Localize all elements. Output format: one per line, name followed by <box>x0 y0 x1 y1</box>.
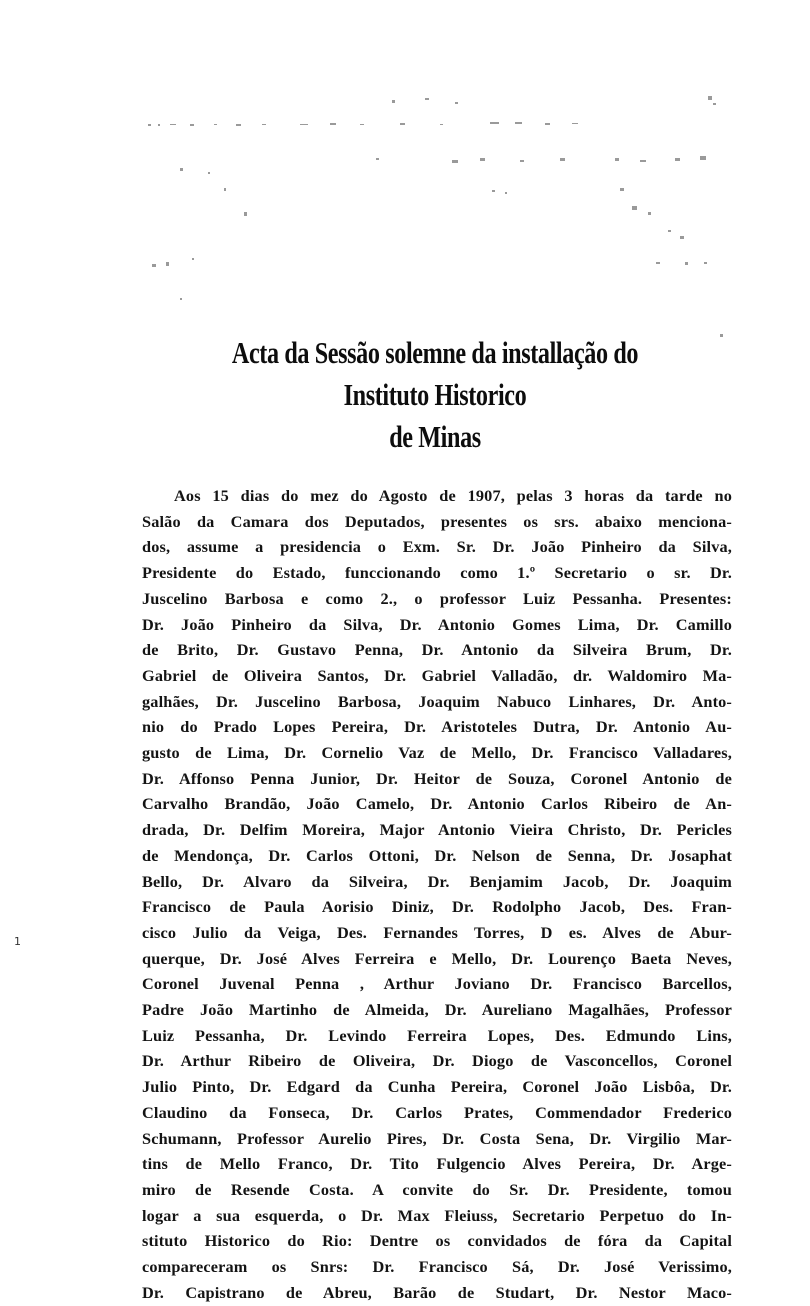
body-line: dos, assume a presidencia o Exm. Sr. Dr. João Pinheiro da Silva, <box>142 537 732 557</box>
body-line: gusto de Lima, Dr. Cornelio Vaz de Mello, Dr. Francisco Valladares, <box>142 743 732 763</box>
body-line: Julio Pinto, Dr. Edgard da Cunha Pereira, Coronel João Lisbôa, Dr. <box>142 1077 732 1097</box>
body-line: Aos 15 dias do mez do Agosto de 1907, pelas 3 horas da tarde no <box>174 486 732 505</box>
body-line: cisco Julio da Veiga, Des. Fernandes Torres, D es. Alves de Abur- <box>142 922 732 942</box>
body-line: galhães, Dr. Juscelino Barbosa, Joaquim Nabuco Linhares, Dr. Anto- <box>142 691 732 711</box>
body-line: Claudino da Fonseca, Dr. Carlos Prates, Commendador Frederico <box>142 1102 732 1122</box>
body-line: tins de Mello Franco, Dr. Tito Fulgencio Alves Pereira, Dr. Arge- <box>142 1154 732 1174</box>
document-title <box>221 332 650 458</box>
margin-mark: 1 <box>14 935 21 948</box>
body-line: miro de Resende Costa. A convite do Sr. Dr. Presidente, tomou <box>142 1179 732 1199</box>
document-body <box>142 483 732 1306</box>
body-line: de Brito, Dr. Gustavo Penna, Dr. Antonio da Silveira Brum, Dr. <box>142 640 732 660</box>
body-line: stituto Historico do Rio: Dentre os convidados de fóra da Capital <box>142 1231 732 1251</box>
body-line: compareceram os Snrs: Dr. Francisco Sá, Dr. José Verissimo, <box>142 1257 732 1277</box>
body-line: de Mendonça, Dr. Carlos Ottoni, Dr. Nelson de Senna, Dr. Josaphat <box>142 845 732 865</box>
title-line-1: Acta da Sessão solemne da installação do Instituto Historico <box>231 335 639 412</box>
body-line: querque, Dr. José Alves Ferreira e Mello, Dr. Lourenço Baeta Neves, <box>142 948 732 968</box>
body-line: Dr. Capistrano de Abreu, Barão de Studart, Dr. Nestor Maco- <box>142 1282 732 1302</box>
body-line: drada, Dr. Delfim Moreira, Major Antonio Vieira Christo, Dr. Pericles <box>142 820 732 840</box>
body-line: Gabriel de Oliveira Santos, Dr. Gabriel Valladão, dr. Waldomiro Ma- <box>142 665 732 685</box>
body-line: Carvalho Brandão, João Camelo, Dr. Antonio Carlos Ribeiro de An- <box>142 794 732 814</box>
body-line: Francisco de Paula Aorisio Diniz, Dr. Rodolpho Jacob, Des. Fran- <box>142 897 732 917</box>
title-line-2: de Minas <box>389 419 481 454</box>
body-line: Dr. João Pinheiro da Silva, Dr. Antonio Gomes Lima, Dr. Camillo <box>142 614 732 634</box>
body-line: Padre João Martinho de Almeida, Dr. Aureliano Magalhães, Professor <box>142 1000 732 1020</box>
body-line: Salão da Camara dos Deputados, presentes os srs. abaixo menciona- <box>142 511 732 531</box>
body-line: Luiz Pessanha, Dr. Levindo Ferreira Lopes, Des. Edmundo Lins, <box>142 1025 732 1045</box>
bleed-through-noise <box>0 0 810 320</box>
body-line: Bello, Dr. Alvaro da Silveira, Dr. Benjamim Jacob, Dr. Joaquim <box>142 871 732 891</box>
body-line: nio do Prado Lopes Pereira, Dr. Aristoteles Dutra, Dr. Antonio Au- <box>142 717 732 737</box>
body-line: Presidente do Estado, funccionando como 1.º Secretario o sr. Dr. <box>142 563 732 583</box>
body-line: logar a sua esquerda, o Dr. Max Fleiuss, Secretario Perpetuo do In- <box>142 1205 732 1225</box>
body-line: Schumann, Professor Aurelio Pires, Dr. Costa Sena, Dr. Virgilio Mar- <box>142 1128 732 1148</box>
body-line: Dr. Affonso Penna Junior, Dr. Heitor de Souza, Coronel Antonio de <box>142 768 732 788</box>
body-line: Coronel Juvenal Penna , Arthur Joviano Dr. Francisco Barcellos, <box>142 974 732 994</box>
body-line: Dr. Arthur Ribeiro de Oliveira, Dr. Diogo de Vasconcellos, Coronel <box>142 1051 732 1071</box>
body-line: Juscelino Barbosa e como 2., o professor Luiz Pessanha. Presentes: <box>142 588 732 608</box>
